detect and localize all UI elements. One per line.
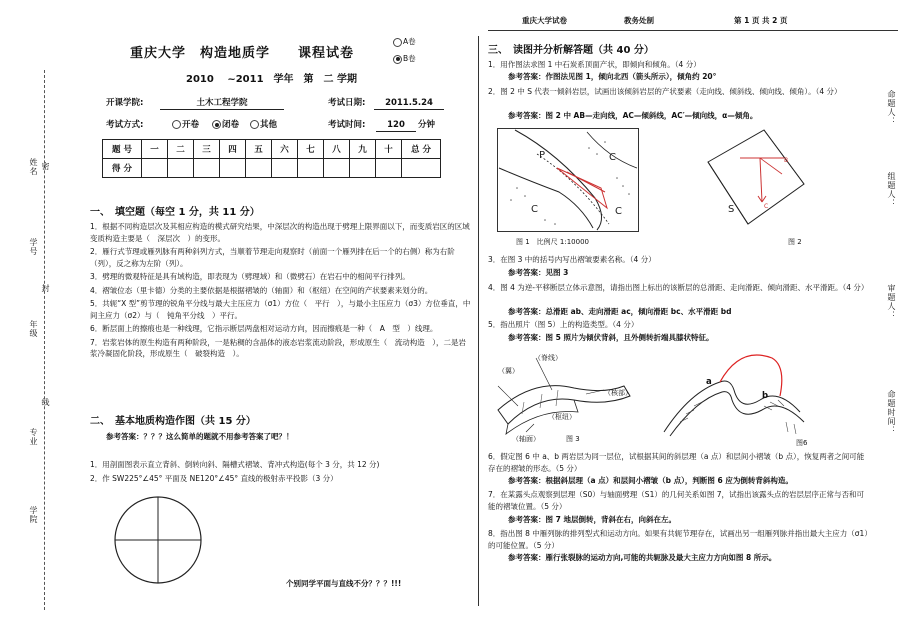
- score-cell: [168, 159, 194, 178]
- section3-question-4: 4．图 4 为逆-平移断层立体示意图，请指出图上标出的该断层的总滑距、走向滑距、倾向滑距、水平滑距。（4 分）: [488, 283, 869, 292]
- other-option[interactable]: 其他: [250, 119, 277, 131]
- section3-question-6: 6．假定图 6 中 a、b 两岩层为同一层位，试根据其间的斜层理（a 点）和层间小褶皱（b 点），恢复两者之间可能存在的褶皱的形态。（5 分）: [488, 452, 865, 473]
- score-header-cell: 九: [350, 140, 376, 159]
- section3-question-3: 3．在图 3 中的括号内写出褶皱要素名称。（4 分）: [488, 255, 656, 264]
- figure-6-strata: [660, 352, 810, 446]
- svg-text:B: B: [784, 157, 789, 164]
- academic-year: 2010 ~2011 学年 第 二 学期: [186, 74, 358, 85]
- svg-text:S: S: [728, 204, 735, 215]
- svg-text:P: P: [539, 150, 546, 161]
- section3-answer-1: 参考答案：作图法见图 1，倾向北西（箭头所示），倾角约 20°: [508, 72, 717, 81]
- margin-student-id-label: 学号: [29, 238, 38, 256]
- figure-2-inclined-layer: [700, 128, 808, 232]
- score-header-cell: 七: [298, 140, 324, 159]
- section3-question-7: 7．在某露头点观察到层理（S0）与轴面劈理（S1）的几何关系如图 7，试指出该露头点的岩层层序正常与否和可能的褶皱位置。（5 分）: [488, 490, 864, 511]
- fill-item: 1．根据不同构造层次及其相应构造的模式研究结果，中深层次的构造出现于劈理上限界面以下，而变质岩区的区域变质构造主要是（ 深层次 ）的变形。: [90, 222, 470, 243]
- margin-grade-label: 年级: [29, 320, 38, 338]
- fill-item: 6．断层面上的擦痕也是一种线理，它指示断层两盘相对运动方向，因而擦痕是一种（ A 型 ）线理。: [90, 324, 438, 333]
- fill-item: 4．褶皱位态（里卡德）分类的主要依据是根据褶皱的（轴面）和（枢纽）在空间的产状要素来划分的。: [90, 285, 433, 295]
- fill-item: 3．劈理的微观特征是具有域构造，即表现为（劈理域）和（微劈石）在岩石中的相间平行排列。: [90, 272, 410, 281]
- figure-6-caption: 图6: [796, 439, 808, 447]
- right-margin-composer: 组题人：: [887, 172, 896, 208]
- score-table-header-row: [103, 140, 441, 159]
- section3-answer-8: 参考答案：雁行张裂脉的运动方向,可能的共轭脉及最大主应力方向如图 8 所示。: [508, 553, 777, 562]
- section2-reference-answer: 参考答案：？？？这么简单的题就不用参考答案了吧？！: [106, 432, 294, 441]
- closed-book-option[interactable]: 闭卷: [212, 119, 239, 131]
- score-table-value-row: [103, 159, 441, 178]
- right-margin-reviewer: 审题人：: [887, 284, 896, 320]
- college-label: 开课学院:: [106, 98, 144, 108]
- margin-line-label: 线: [41, 398, 50, 407]
- section3-answer-2: 参考答案：图 2 中 AB—走向线，AC—倾斜线，AC′—倾向线，α—倾角。: [508, 111, 758, 120]
- header-school: 重庆大学试卷: [522, 16, 567, 25]
- header-office: 教务处制: [624, 16, 654, 25]
- score-header-cell: 一: [142, 140, 168, 159]
- score-header-cell: 四: [220, 140, 246, 159]
- figure-3-pivot-label: （枢纽）: [548, 413, 576, 421]
- section3-answer-5: 参考答案：图 5 照片为倾伏背斜，且外侧转折端具膝状特征。: [508, 333, 714, 342]
- score-cell: [220, 159, 246, 178]
- right-margin-proposal-time: 命题时间：: [887, 390, 896, 435]
- fill-item: 5．共轭“X 型”剪节理的锐角平分线与最大主压应力（σ1）方位（ 平行 ），与最小主压应力（σ3）方位垂直，中间主应力（σ2）与（ 钝角平分线 ）平行。: [90, 299, 471, 320]
- score-header-cell: 三: [194, 140, 220, 159]
- date-label: 考试日期:: [328, 98, 366, 108]
- section1-heading: 一、 填空题（每空 1 分，共 11 分）: [90, 207, 260, 218]
- fill-item: 7．岩浆岩体的原生构造有两种阶段，一是粘稠的含晶体的液态岩浆流动阶段，形成原生（ 流动构造 ），二是岩浆冷凝固化阶段，形成原生（ 破裂构造 ）。: [90, 337, 467, 358]
- figure-3-axial-plane-label: （轴面）: [512, 435, 540, 443]
- section2-footer-note: 个别同学平面与直线不分？？？!!!: [286, 579, 402, 588]
- score-cell: [298, 159, 324, 178]
- score-cell: [402, 159, 441, 178]
- figure-3-limb-label: （翼）: [498, 367, 519, 375]
- section2-heading: 二、 基本地质构造作图（共 15 分）: [90, 416, 256, 427]
- section3-heading: 三、 读图并分析解答题（共 40 分）: [488, 45, 654, 56]
- margin-seal-label: 密: [41, 162, 50, 171]
- figure-3-hinge-label: （脊线）: [534, 354, 562, 362]
- page-divider: [478, 36, 479, 606]
- margin-name-label: 姓名: [29, 158, 38, 176]
- score-header-cell: 总 分: [402, 140, 441, 159]
- exam-time-value: 120: [376, 119, 416, 132]
- exam-title: 重庆大学 构造地质学 课程试卷: [130, 46, 355, 61]
- score-cell: [376, 159, 402, 178]
- score-row-label: 得 分: [103, 159, 142, 178]
- figure-2-caption: 图 2: [788, 238, 802, 246]
- open-book-option[interactable]: 开卷: [172, 119, 199, 131]
- score-cell: [246, 159, 272, 178]
- left-binding-line: [44, 70, 45, 610]
- header-page: 第 1 页 共 2 页: [734, 16, 788, 25]
- svg-text:C: C: [609, 152, 616, 163]
- exam-mode-label: 考试方式:: [106, 120, 144, 130]
- college-value: 土木工程学院: [160, 97, 284, 110]
- fill-item: 2．雁行式节理或雁列脉有两种斜列方式，当顺着节理走向观察时（前面一个雁列排在后一个的右侧）称为右阶（列），反之称为左阶（列）。: [90, 247, 455, 268]
- score-header-cell: 六: [272, 140, 298, 159]
- exam-time-unit: 分钟: [418, 120, 436, 130]
- section3-question-8: 8．指出图 8 中雁列脉的排列型式和运动方向。如果有共轭节理存在，试画出另一组雁列脉并指出最大主应力（σ1）的可能位置。（5 分）: [488, 529, 869, 550]
- svg-text:C: C: [764, 203, 769, 210]
- section3-answer-7: 参考答案：图 7 地层倒转，背斜在右，向斜在左。: [508, 515, 676, 524]
- section3-question-2: 2．图 2 中 S 代表一倾斜岩层，试画出该倾斜岩层的产状要素（走向线、倾斜线、倾向线、倾角）。（4 分）: [488, 87, 842, 96]
- figure-6-label-a: a: [706, 377, 712, 387]
- score-cell: [194, 159, 220, 178]
- figure-6-label-b: b: [762, 391, 769, 401]
- score-header-cell: 八: [324, 140, 350, 159]
- score-table: [102, 139, 441, 178]
- score-header-cell: 十: [376, 140, 402, 159]
- score-header-cell: 二: [168, 140, 194, 159]
- figure-1-geologic-map: [497, 128, 639, 232]
- figure-1-caption: 图 1 比例尺 1:10000: [516, 238, 589, 246]
- svg-text:C: C: [615, 206, 622, 217]
- margin-seal2-label: 封: [41, 284, 50, 293]
- margin-major-label: 专业: [29, 428, 38, 446]
- section3-question-1: 1．用作图法求图 1 中石炭系顶面产状，即倾向和倾角。（4 分）: [488, 60, 701, 69]
- margin-college-label: 学院: [29, 506, 38, 524]
- date-value: 2011.5.24: [374, 97, 444, 110]
- figure-3-caption: 图 3: [566, 435, 580, 443]
- score-cell: [272, 159, 298, 178]
- section3-question-5: 5．指出照片（图 5）上的构造类型。（4 分）: [488, 320, 639, 329]
- section2-question-2: 2．作 SW225°∠45° 平面及 NE120°∠45° 直线的极射赤平投影（3 分）: [90, 474, 338, 483]
- paper-b-option[interactable]: B卷: [393, 54, 416, 64]
- score-cell: [350, 159, 376, 178]
- section3-answer-4: 参考答案：总滑距 ab、走向滑距 ac，倾向滑距 bc、水平滑距 bd: [508, 307, 732, 316]
- section2-question-1: 1．用剖面图表示直立背斜、倒转向斜、隔槽式褶皱、背冲式构造(每个 3 分，共 12 分): [90, 460, 380, 469]
- section1-body: [90, 221, 472, 360]
- section3-answer-3: 参考答案：见图 3: [508, 268, 569, 277]
- score-cell: [324, 159, 350, 178]
- stereonet-figure: [112, 494, 204, 586]
- section3-answer-6: 参考答案：根据斜层理（a 点）和层间小褶皱（b 点），判断图 6 应为倒转背斜构造。: [508, 476, 793, 485]
- score-cell: [142, 159, 168, 178]
- score-header-cell: 题 号: [103, 140, 142, 159]
- figure-3-core-label: （核部）: [604, 389, 632, 397]
- score-header-cell: 五: [246, 140, 272, 159]
- exam-time-label: 考试时间:: [328, 120, 366, 130]
- paper-a-option[interactable]: A卷: [393, 37, 416, 47]
- svg-text:C: C: [531, 204, 538, 215]
- right-margin-proposer: 命题人：: [887, 90, 896, 126]
- header-rule: [488, 30, 898, 31]
